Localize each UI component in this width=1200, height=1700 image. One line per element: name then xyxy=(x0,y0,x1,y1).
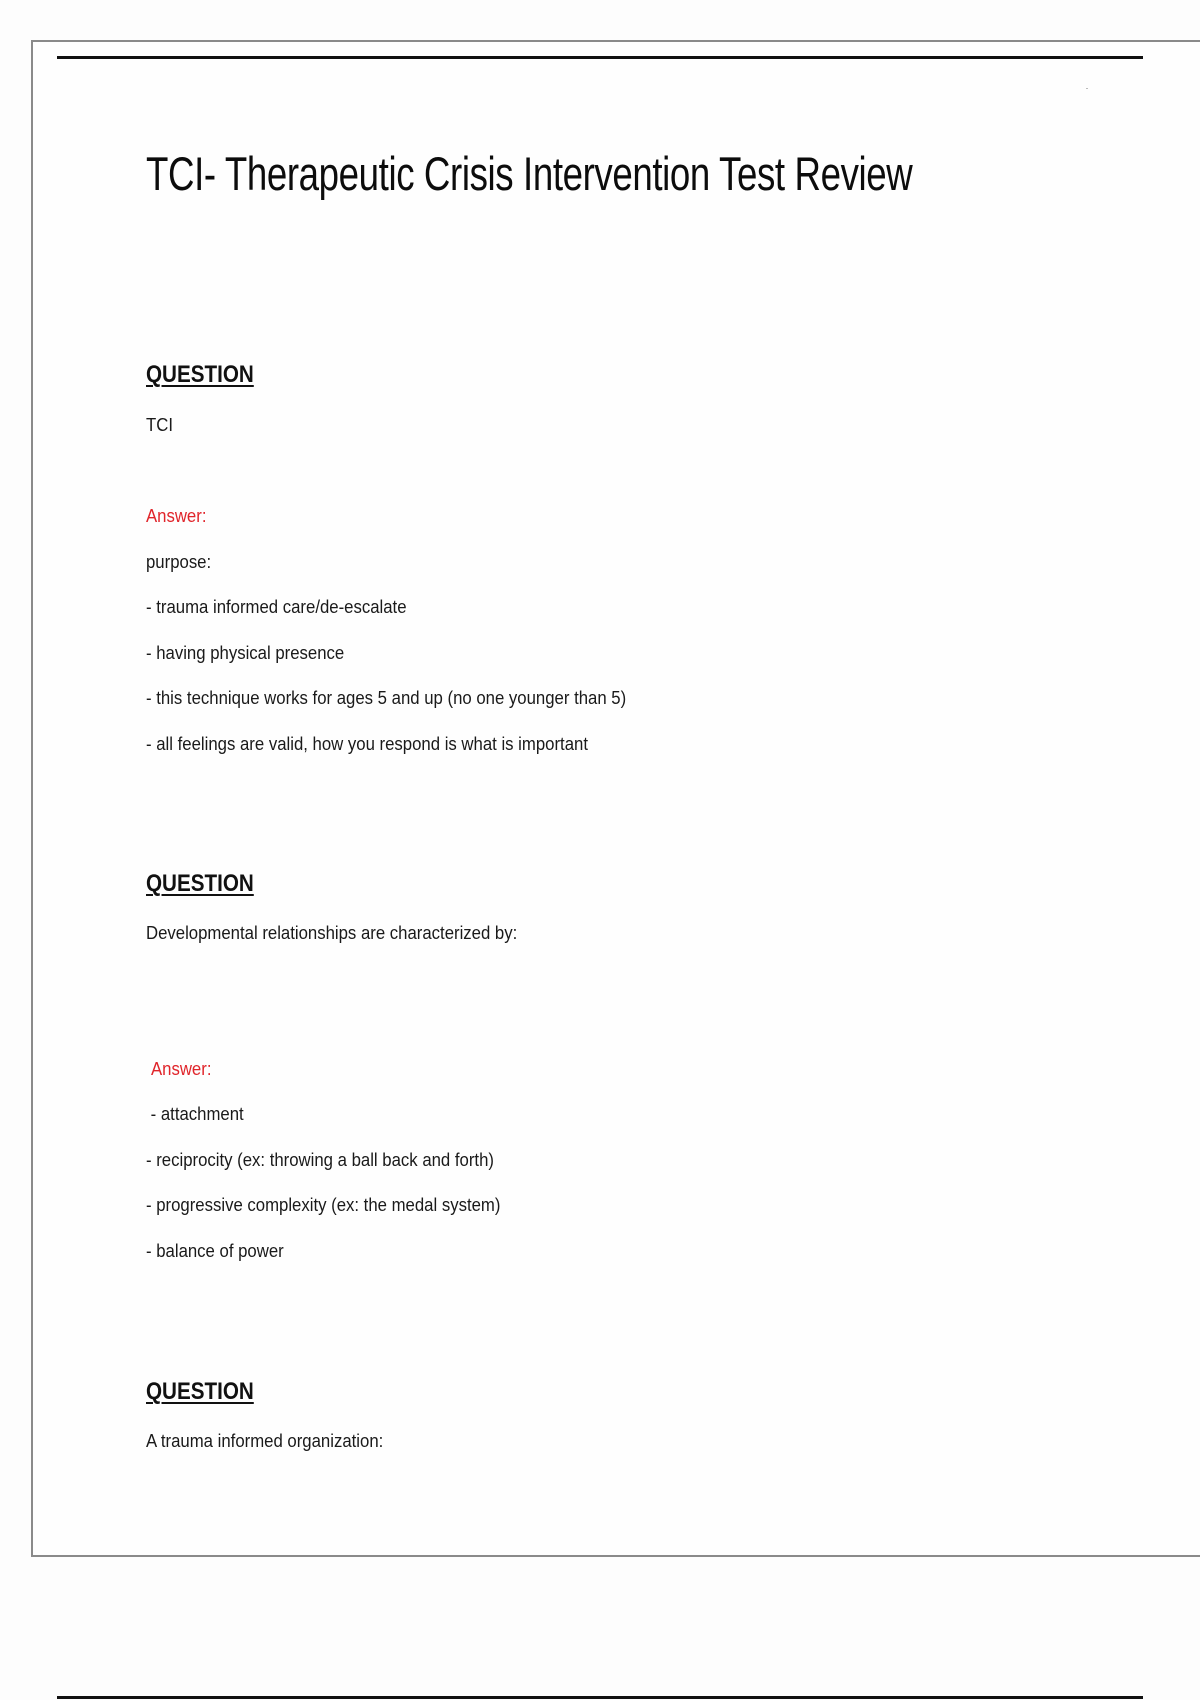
answer-line: - having physical presence xyxy=(146,643,345,663)
answer-line: - progressive complexity (ex: the medal system) xyxy=(146,1195,501,1215)
question-text: Developmental relationships are characterized by: xyxy=(146,923,518,943)
answer-line: - balance of power xyxy=(146,1241,284,1261)
header-rule xyxy=(57,56,1143,59)
question-heading: QUESTION xyxy=(146,361,254,388)
question-heading: QUESTION xyxy=(146,870,254,897)
answer-line: - this technique works for ages 5 and up (no one younger than 5) xyxy=(146,688,627,708)
question-heading: QUESTION xyxy=(146,1378,254,1405)
footer-rule xyxy=(57,1696,1143,1699)
question-text: A trauma informed organization: xyxy=(146,1431,384,1451)
document-title: TCI- Therapeutic Crisis Intervention Test Review xyxy=(146,147,913,200)
answer-line: - reciprocity (ex: throwing a ball back and forth) xyxy=(146,1150,494,1170)
document-page xyxy=(31,40,1200,1557)
answer-label: Answer: xyxy=(151,1059,212,1079)
answer-label: Answer: xyxy=(146,506,207,526)
answer-line: purpose: xyxy=(146,552,212,572)
answer-line: - attachment xyxy=(146,1104,244,1124)
answer-line: - all feelings are valid, how you respond is what is important xyxy=(146,734,588,754)
answer-line: - trauma informed care/de-escalate xyxy=(146,597,407,617)
page-speck xyxy=(1086,88,1088,89)
question-text: TCI xyxy=(146,415,173,435)
